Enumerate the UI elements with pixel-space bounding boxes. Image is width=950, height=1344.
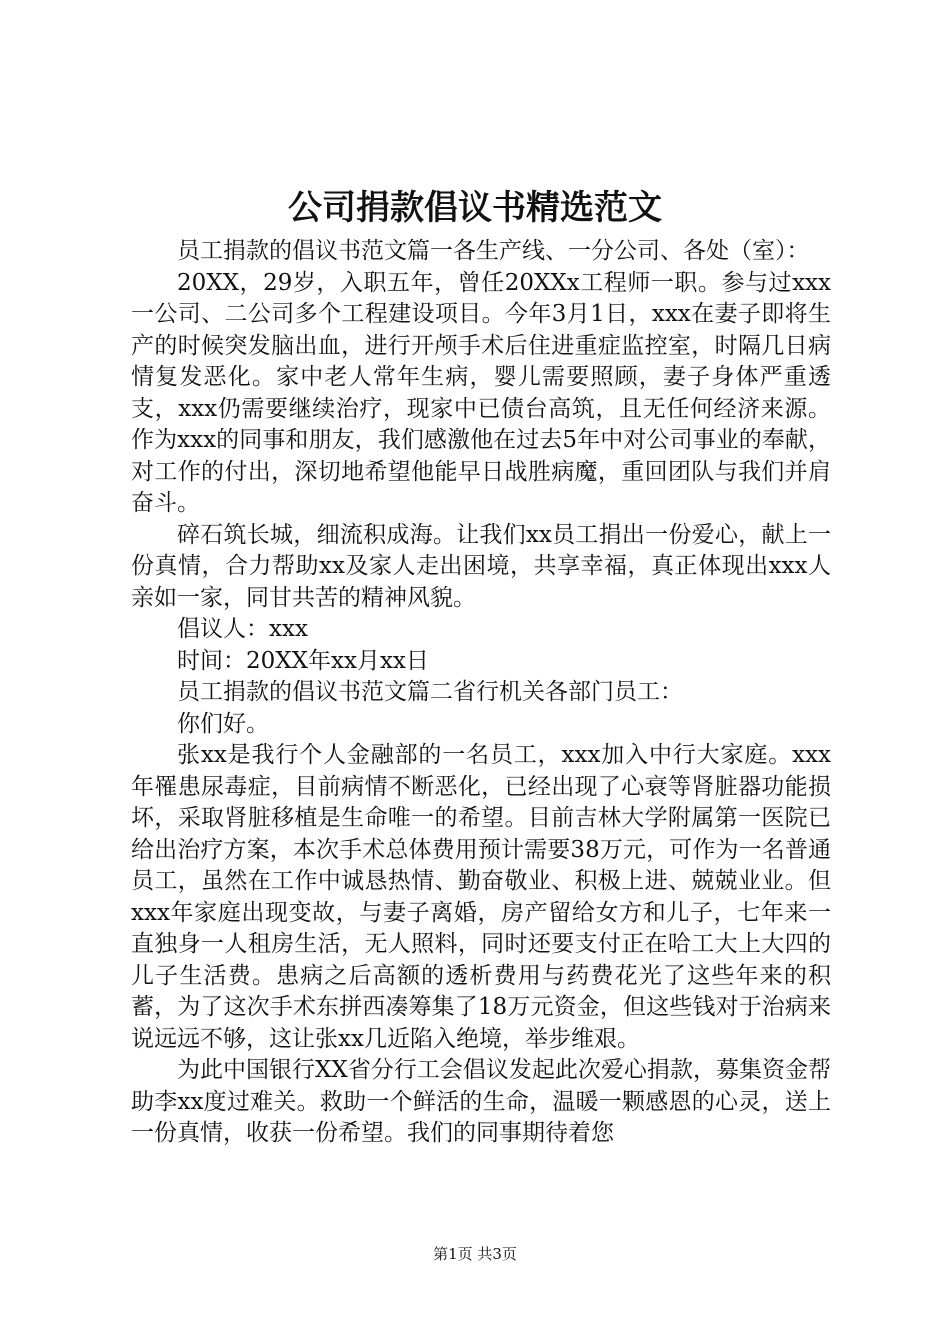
paragraph-salutation: 你们好。 (177, 710, 269, 737)
paragraph-greeting-2: 员工捐款的倡议书范文篇二省行机关各部门员工： (177, 679, 683, 705)
document-body (131, 236, 831, 1150)
paragraph-case-1: 20XX，29岁，入职五年，曾任20XXx工程师一职。参与过xxx一公司、二公司多个工程建设项目。今年3月1日，xxx在妻子即将生产的时候突发脑出血，进行开颅手术后住进重症监控室，时隔几日病情复发恶化。家中老人常年生病，婴儿需要照顾，妻子身体严重透支，xxx仍需要继续治疗，现家中已债台高筑，且无任何经济来源。作为xxx的同事和朋友，我们感激他在过去5年中对公司事业的奉献，对工作的付出，深切地希望他能早日战胜病魔，重回团队与我们并肩奋斗。 (131, 269, 831, 516)
paragraph-appeal-2: 为此中国银行XX省分行工会倡议发起此次爱心捐款，募集资金帮助李xx度过难关。救助一个鲜活的生命，温暖一颗感恩的心灵，送上一份真情，收获一份希望。我们的同事期待着您 (131, 1057, 831, 1146)
document-title: 公司捐款倡议书精选范文 (288, 188, 662, 228)
paragraph-greeting-1: 员工捐款的倡议书范文篇一各生产线、一分公司、各处（室）： (177, 238, 810, 264)
paragraph-date: 时间：20XX年xx月xx日 (177, 647, 429, 674)
paragraph-initiator: 倡议人：xxx (177, 616, 308, 642)
paragraph-appeal-1: 碎石筑长城，细流积成海。让我们xx员工捐出一份爱心，献上一份真情，合力帮助xx及家人走出困境，共享幸福，真正体现出xxx人亲如一家，同甘共苦的精神风貌。 (131, 521, 831, 611)
page-number-footer: 第1页 共3页 (433, 1245, 517, 1263)
paragraph-case-2: 张xx是我行个人金融部的一名员工，xxx加入中行大家庭。xxx年罹患尿毒症，目前病情不断恶化，已经出现了心衰等肾脏器功能损坏，采取肾脏移植是生命唯一的希望。目前吉林大学附属第一医院已给出治疗方案，本次手术总体费用预计需要38万元，可作为一名普通员工，虽然在工作中诚恳热情、勤奋敬业、积极上进、兢兢业业。但xxx年家庭出现变故，与妻子离婚，房产留给女方和儿子，七年来一直独身一人租房生活，无人照料，同时还要支付正在哈工大上大四的儿子生活费。患病之后高额的透析费用与药费花光了这些年来的积蓄，为了这次手术东拼西凑筹集了18万元资金，但这些钱对于治病来说远远不够，这让张xx几近陷入绝境，举步维艰。 (131, 742, 831, 1052)
